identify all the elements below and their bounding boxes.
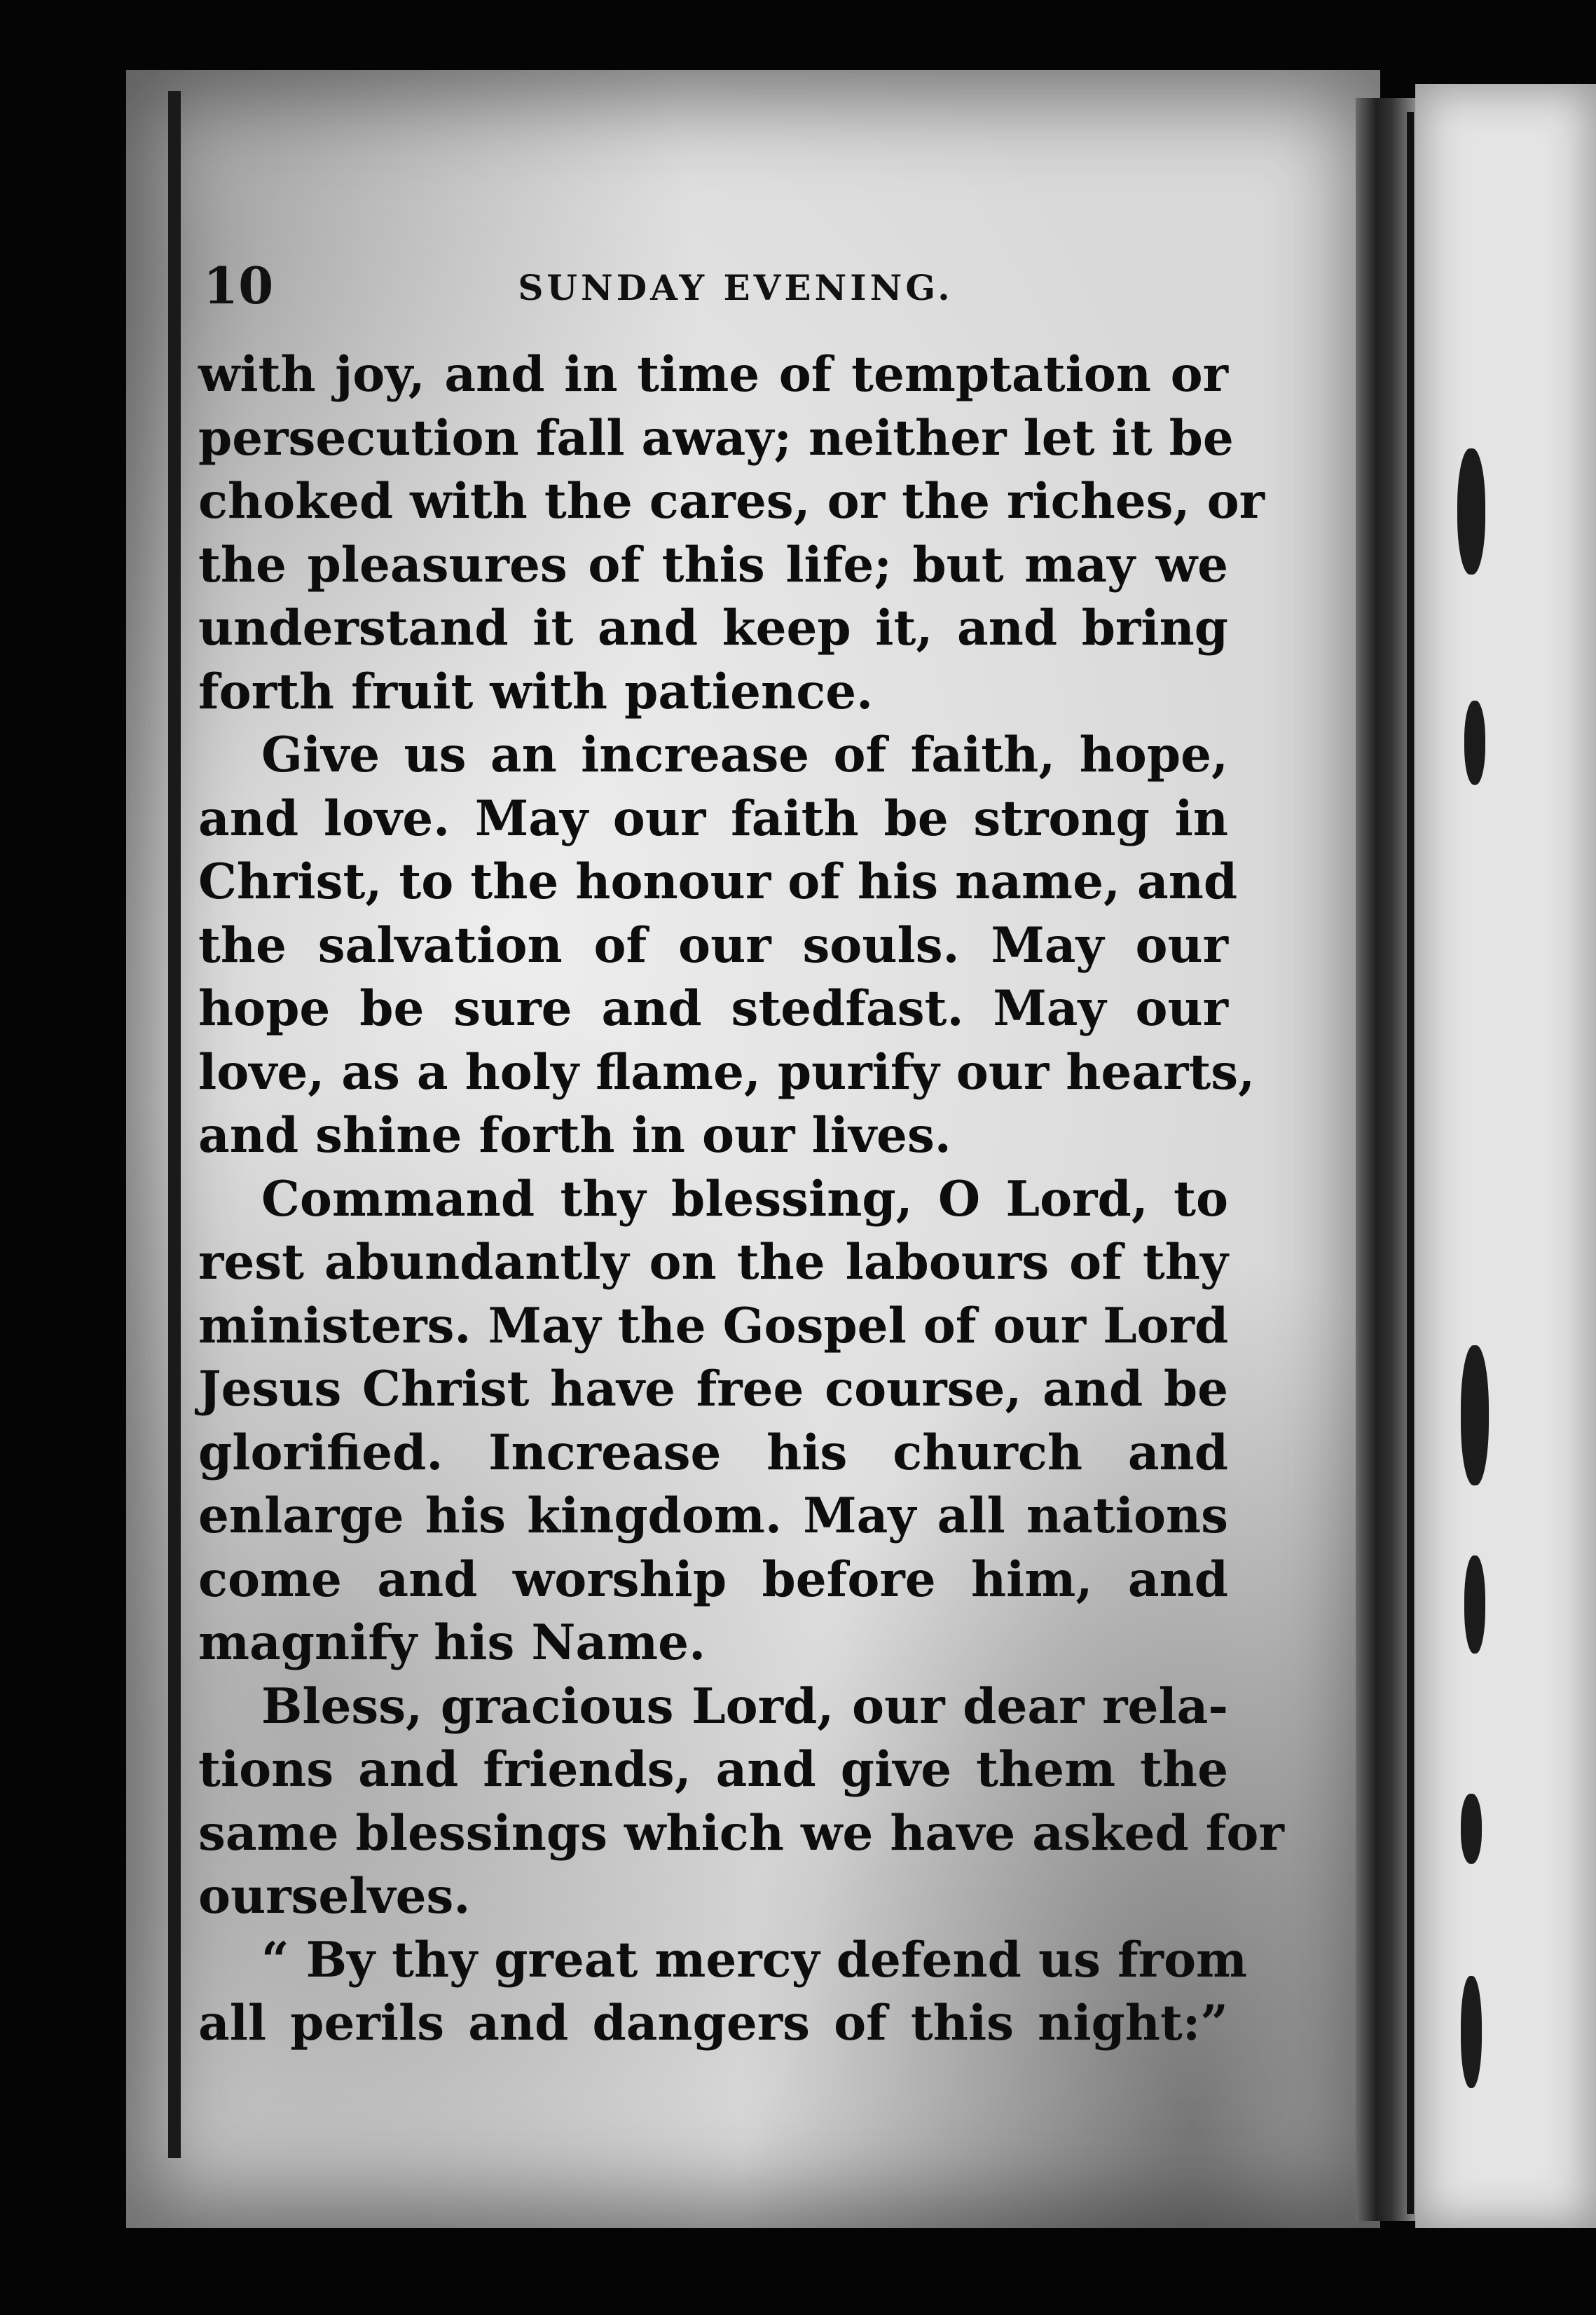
bleed-through-mark	[1461, 1794, 1482, 1864]
text-line: same blessings which we have asked for	[198, 1804, 1284, 1862]
text-line: rest abundantly on the labours of thy	[198, 1234, 1228, 1291]
text-line: ministers. May the Gospel of our Lord	[198, 1297, 1229, 1354]
text-line: with joy, and in time of temptation or	[198, 346, 1228, 403]
bleed-through-mark	[1461, 1345, 1489, 1485]
gutter-shadow	[1407, 112, 1414, 2214]
page-number: 10	[203, 256, 274, 315]
text-line: persecution fall away; neither let it be	[198, 409, 1234, 467]
text-line: all perils and dangers of this night:”	[198, 1995, 1228, 2052]
bleed-through-mark	[1464, 1555, 1485, 1654]
text-line: Christ, to the honour of his name, and	[198, 853, 1238, 910]
text-line: magnify his Name.	[198, 1614, 706, 1671]
prayer-text	[198, 343, 1284, 2056]
text-line: hope be sure and stedfast. May our	[198, 980, 1228, 1037]
text-line: the salvation of our souls. May our	[198, 916, 1228, 974]
facing-page	[1415, 84, 1596, 2228]
bleed-through-mark	[1457, 448, 1485, 575]
page-edge	[168, 91, 181, 2158]
bleed-through-mark	[1461, 1976, 1482, 2088]
running-head	[203, 258, 1226, 314]
text-line: Jesus Christ have free course, and be	[198, 1361, 1228, 1417]
text-line: and love. May our faith be strong in	[198, 790, 1228, 847]
text-line: forth fruit with patience.	[198, 663, 874, 720]
text-line: Give us an increase of faith, hope,	[261, 727, 1228, 783]
text-line: choked with the cares, or the riches, or	[198, 473, 1265, 530]
text-line: and shine forth in our lives.	[198, 1107, 951, 1164]
text-line: enlarge his kingdom. May all nations	[198, 1488, 1228, 1544]
text-line: tions and friends, and give them the	[198, 1741, 1228, 1798]
running-title: SUNDAY EVENING.	[518, 267, 954, 308]
text-line: “ By thy great mercy defend us from	[261, 1931, 1248, 1988]
text-line: come and worship before him, and	[198, 1551, 1228, 1608]
text-line: ourselves.	[198, 1868, 471, 1925]
text-line: Command thy blessing, O Lord, to	[261, 1170, 1228, 1228]
text-line: glorified. Increase his church and	[198, 1424, 1228, 1481]
text-line: Bless, gracious Lord, our dear rela-	[261, 1677, 1228, 1735]
text-line: love, as a holy flame, purify our hearts,	[198, 1043, 1256, 1101]
text-line: the pleasures of this life; but may we	[198, 536, 1228, 593]
text-line: understand it and keep it, and bring	[198, 600, 1228, 657]
bleed-through-mark	[1464, 701, 1485, 785]
